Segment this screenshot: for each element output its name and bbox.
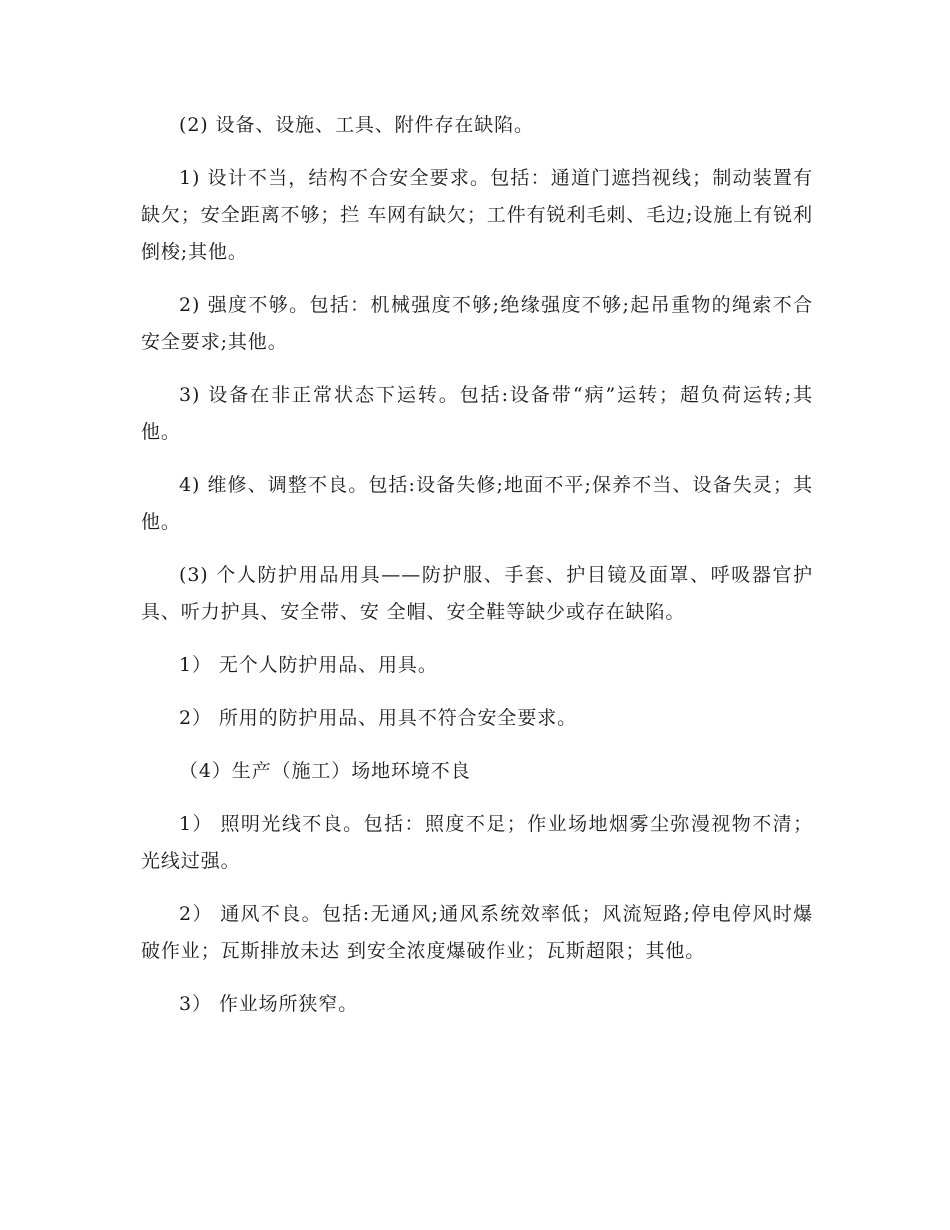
- document-body: [141, 107, 813, 1039]
- paragraph-protective-equipment-heading: (3) 个人防护用品用具——防护服、手套、护目镜及面罩、呼吸器官护具、听力护具、安全带、安 全帽、安全鞋等缺少或存在缺陷。: [141, 564, 813, 623]
- paragraph-abnormal-operation: 3) 设备在非正常状态下运转。包括:设备带“病”运转；超负荷运转;其他。: [141, 384, 813, 443]
- paragraph-poor-maintenance: 4) 维修、调整不良。包括:设备失修;地面不平;保养不当、设备失灵；其他。: [141, 474, 813, 533]
- paragraph-improper-design: 1) 设计不当，结构不合安全要求。包括：通道门遮挡视线；制动装置有缺欠；安全距离不够；拦 车网有缺欠；工件有锐利毛刺、毛边;设施上有锐利倒梭;其他。: [141, 167, 813, 263]
- paragraph-equipment-defects-heading: (2) 设备、设施、工具、附件存在缺陷。: [179, 114, 534, 136]
- paragraph-narrow-workplace: 3） 作业场所狭窄。: [179, 993, 359, 1015]
- paragraph-poor-lighting: 1） 照明光线不良。包括：照度不足；作业场地烟雾尘弥漫视物不清；光线过强。: [141, 813, 813, 872]
- paragraph-nonconforming-equipment: 2） 所用的防护用品、用具不符合安全要求。: [179, 707, 578, 729]
- paragraph-site-environment-heading: （4）生产（施工）场地环境不良: [179, 760, 471, 782]
- paragraph-insufficient-strength: 2) 强度不够。包括：机械强度不够;绝缘强度不够;起吊重物的绳索不合安全要求;其他。: [141, 294, 813, 353]
- paragraph-no-protective-equipment: 1） 无个人防护用品、用具。: [179, 654, 438, 676]
- paragraph-poor-ventilation: 2） 通风不良。包括:无通风;通风系统效率低；风流短路;停电停风时爆破作业；瓦斯排放未达 到安全浓度爆破作业；瓦斯超限；其他。: [141, 903, 813, 962]
